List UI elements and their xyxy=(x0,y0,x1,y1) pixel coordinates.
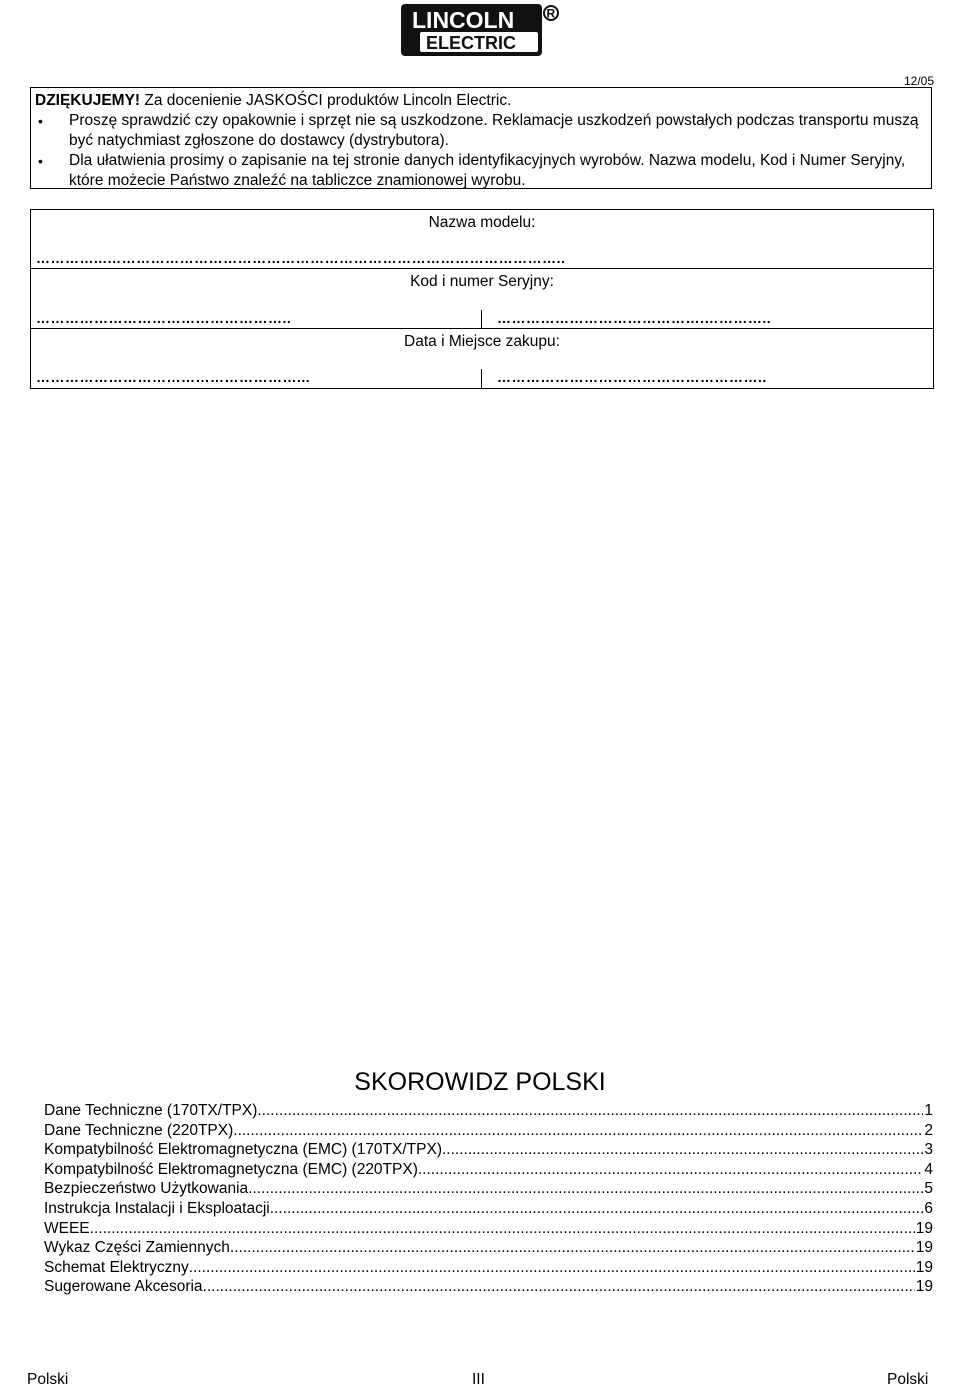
toc-entry-page: 5 xyxy=(924,1180,933,1198)
serial-number-label: Kod i numer Seryjny: xyxy=(410,273,554,290)
table-of-contents xyxy=(44,1101,933,1297)
notice-list xyxy=(35,111,931,191)
purchase-date-field[interactable]: ………………………………………………... xyxy=(36,369,311,385)
serial-number-field[interactable]: …………………………………….………….. xyxy=(497,310,772,326)
toc-entry[interactable] xyxy=(44,1140,933,1160)
toc-entry-title: Sugerowane Akcesoria xyxy=(44,1278,203,1296)
toc-entry-page: 4 xyxy=(924,1160,933,1178)
toc-entry-page: 19 xyxy=(915,1219,933,1237)
toc-entry-title: WEEE xyxy=(44,1219,90,1237)
thank-you-box xyxy=(30,87,932,189)
toc-entry-page: 1 xyxy=(924,1102,933,1119)
toc-entry[interactable] xyxy=(44,1258,933,1278)
logo-line1: LINCOLN xyxy=(412,7,515,33)
serial-code-field[interactable]: …………………………………………….. xyxy=(36,310,292,326)
toc-entry[interactable] xyxy=(44,1179,933,1199)
divider xyxy=(31,328,933,329)
model-name-label: Nazwa modelu: xyxy=(428,214,536,231)
toc-entry-page: 6 xyxy=(924,1199,933,1217)
lincoln-electric-logo xyxy=(400,3,560,57)
toc-entry-page: 2 xyxy=(924,1121,933,1139)
thank-you-line xyxy=(35,91,931,111)
product-info-form xyxy=(30,209,934,389)
thank-you-heading: DZIĘKUJEMY! xyxy=(35,92,141,109)
toc-entry-page: 19 xyxy=(915,1239,933,1257)
thank-you-text: Za docenienie JASKOŚCI produktów Lincoln Electric. xyxy=(144,92,512,109)
divider xyxy=(31,268,933,269)
toc-entry[interactable] xyxy=(44,1238,933,1258)
footer-language-left: Polski xyxy=(27,1371,69,1388)
toc-entry-title: Instrukcja Instalacji i Eksploatacji xyxy=(44,1199,270,1217)
divider xyxy=(481,369,482,389)
toc-entry-title: Kompatybilność Elektromagnetyczna (EMC) (220TPX) xyxy=(44,1160,418,1178)
footer-page-number: III xyxy=(472,1371,485,1388)
svg-text:R: R xyxy=(546,6,556,21)
purchase-place-field[interactable]: ……………………………………………….. xyxy=(497,369,767,385)
toc-entry-title: Schemat Elektryczny xyxy=(44,1258,189,1276)
toc-entry-page: 3 xyxy=(924,1141,933,1159)
toc-entry[interactable] xyxy=(44,1121,933,1141)
toc-entry-title: Bezpieczeństwo Użytkowania xyxy=(44,1180,249,1198)
toc-entry[interactable] xyxy=(44,1160,933,1180)
logo-line2: ELECTRIC xyxy=(426,33,516,53)
footer-language-right: Polski xyxy=(887,1371,929,1388)
toc-entry-page: 19 xyxy=(915,1258,933,1276)
revision-date: 12/05 xyxy=(903,74,934,88)
toc-entry-title: Kompatybilność Elektromagnetyczna (EMC) (170TX/TPX) xyxy=(44,1141,442,1159)
toc-title: SKOROWIDZ POLSKI xyxy=(354,1068,606,1096)
toc-entry[interactable] xyxy=(44,1219,933,1239)
toc-entry[interactable] xyxy=(44,1277,933,1297)
notice-item: • Dla ułatwienia prosimy o zapisanie na tej stronie danych identyfikacyjnych wyrobów. Nazwa modelu, Kod i Numer Seryjny, które możecie Państwo znaleźć na tabliczce znamionowej wyrobu. xyxy=(35,151,931,191)
toc-entry-title: Dane Techniczne (170TX/TPX) xyxy=(44,1102,258,1119)
toc-entry-page: 19 xyxy=(915,1278,933,1296)
model-name-field[interactable]: …………...………………………………………………………………………………….. xyxy=(36,250,566,266)
notice-item: • Proszę sprawdzić czy opakownie i sprzęt nie są uszkodzone. Reklamacje uszkodzeń powstałych podczas transportu muszą być natychmiast zgłoszone do dostawcy (dystrybutora). xyxy=(35,111,931,151)
toc-entry[interactable] xyxy=(44,1199,933,1219)
purchase-label: Data i Miejsce zakupu: xyxy=(404,333,560,350)
toc-entry-title: Dane Techniczne (220TPX) xyxy=(44,1121,234,1139)
toc-entry[interactable] xyxy=(44,1101,933,1121)
toc-entry-title: Wykaz Części Zamiennych xyxy=(44,1239,230,1257)
divider xyxy=(481,310,482,328)
